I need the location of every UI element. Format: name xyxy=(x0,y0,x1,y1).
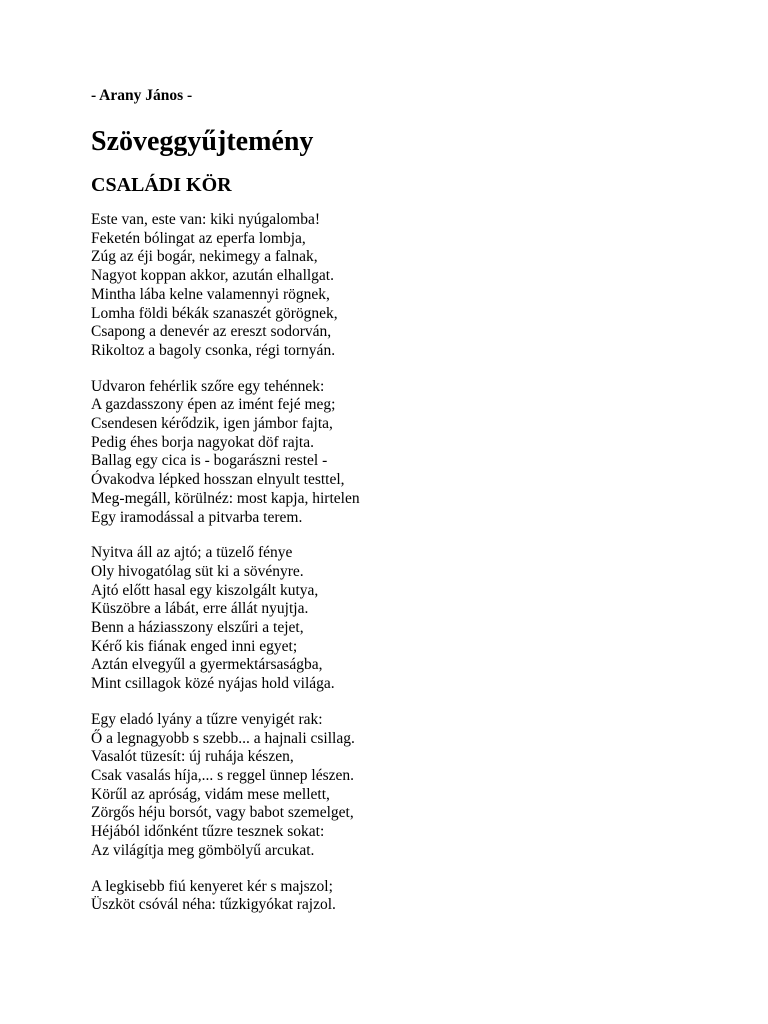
poem-line: Meg-megáll, körülnéz: most kapja, hirtelen xyxy=(91,489,360,507)
poem-line: Ballag egy cica is - bogarászni restel - xyxy=(91,452,328,470)
poem-line: Egy eladó lyány a tűzre venyigét rak: xyxy=(91,710,323,728)
poem-line: Pedig éhes borja nagyokat döf rajta. xyxy=(91,433,314,451)
poem-line: Mint csillagok közé nyájas hold világa. xyxy=(91,675,335,693)
poem-line: Csak vasalás híja,... s reggel ünnep lészen. xyxy=(91,766,354,784)
poem-line: Héjából időnként tűzre tesznek sokat: xyxy=(91,823,325,841)
poem-line: Óvakodva lépked hosszan elnyult testtel, xyxy=(91,471,345,489)
poem-line: Az világítja meg gömbölyű arcukat. xyxy=(91,841,315,859)
poem-line: A legkisebb fiú kenyeret kér s majszol; xyxy=(91,877,333,895)
poem-line: Csapong a denevér az ereszt sodorván, xyxy=(91,323,332,341)
poem-line: Zúg az éji bogár, nekimegy a falnak, xyxy=(91,248,318,266)
poem-line: Nagyot koppan akkor, azután elhallgat. xyxy=(91,267,334,285)
stanza xyxy=(91,878,711,915)
poem-line: Benn a háziasszony elszűri a tejet, xyxy=(91,619,304,637)
stanza xyxy=(91,711,711,861)
poem-line: Csendesen kérődzik, igen jámbor fajta, xyxy=(91,415,333,433)
poem-line: Ajtó előtt hasal egy kiszolgált kutya, xyxy=(91,581,319,599)
poem-line: Vasalót tüzesít: új ruhája készen, xyxy=(91,748,294,766)
stanza xyxy=(91,211,711,361)
poem-line: Aztán elvegyűl a gyermektársaságba, xyxy=(91,656,323,674)
poem-line: Este van, este van: kiki nyúgalomba! xyxy=(91,211,320,228)
poem-line: Lomha földi békák szanaszét görögnek, xyxy=(91,304,338,322)
poem-line: Rikoltoz a bagoly csonka, régi tornyán. xyxy=(91,341,336,359)
poem-line: A gazdasszony épen az imént fejé meg; xyxy=(91,396,336,414)
poem-line: Kérő kis fiának enged inni egyet; xyxy=(91,637,298,655)
stanza xyxy=(91,544,711,694)
poem-line: Feketén bólingat az eperfa lombja, xyxy=(91,229,306,247)
author-line: - Arany János - xyxy=(91,87,193,104)
document-page xyxy=(91,86,711,932)
stanza xyxy=(91,378,711,528)
poem-line: Mintha lába kelne valamennyi rögnek, xyxy=(91,285,330,303)
poem-line: Üszköt csóvál néha: tűzkigyókat rajzol. xyxy=(91,896,336,914)
poem-line: Udvaron fehérlik szőre egy tehénnek: xyxy=(91,377,325,395)
poem-line: Körűl az apróság, vidám mese mellett, xyxy=(91,785,330,803)
poem-line: Ő a legnagyobb s szebb... a hajnali csillag. xyxy=(91,729,355,747)
poem-title: CSALÁDI KÖR xyxy=(91,174,232,196)
poem-line: Oly hivogatólag süt ki a sövényre. xyxy=(91,562,304,580)
poem-line: Nyitva áll az ajtó; a tüzelő fénye xyxy=(91,544,293,562)
poem-line: Zörgős héju borsót, vagy babot szemelget, xyxy=(91,804,354,822)
poem-line: Küszöbre a lábát, erre állát nyujtja. xyxy=(91,600,309,618)
collection-title: Szöveggyűjtemény xyxy=(91,126,314,157)
poem-line: Egy iramodással a pitvarba terem. xyxy=(91,508,303,526)
poem-body xyxy=(91,211,711,915)
